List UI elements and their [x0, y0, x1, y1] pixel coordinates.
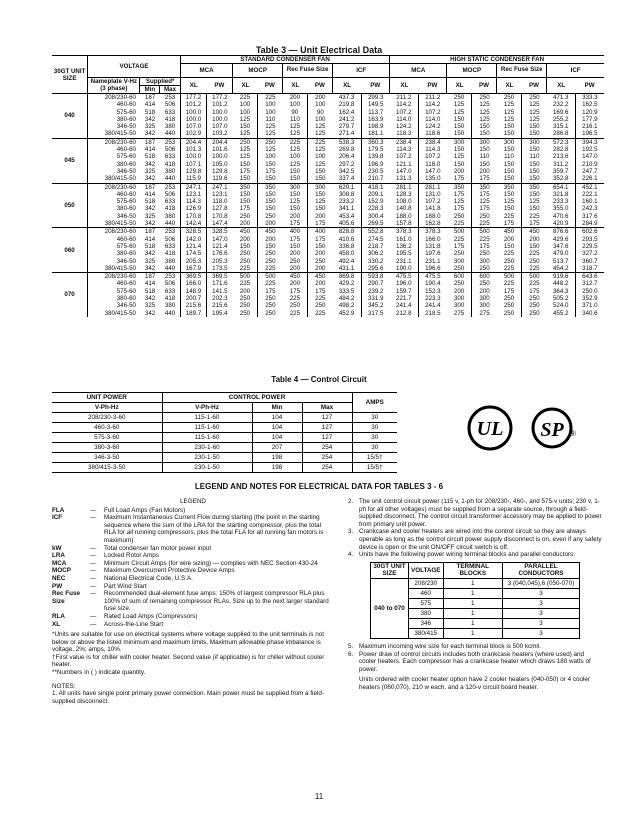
- table-row: [371, 578, 580, 588]
- terminal-blocks-header: TERMINAL BLOCKS: [443, 562, 502, 578]
- table-cell: 300 150 125 150 200 175: [447, 138, 472, 183]
- table-cell: 230-1-50: [162, 463, 252, 473]
- table-cell: 238.4 114.3 107.2 121.1 147.0 131.3: [390, 138, 419, 183]
- table-cell: 208/230-60 460-60 575-60 380-60 346-50 380/415-50: [88, 94, 140, 139]
- table-cell: 208/230-60 460-60 575-60 380-60 346-50 380/415-50: [88, 273, 140, 317]
- table-cell: 378.3 166.0 131.8 197.6 231.1 196.6: [418, 228, 447, 273]
- table-cell: 300 150 110 150 150 150: [497, 138, 522, 183]
- table-cell: 250 125 125 150 150 150: [447, 94, 472, 139]
- table-cell: 328.5 142.0 121.4 174.5 205.3 167.9: [180, 228, 206, 273]
- table-cell: 500 225 175 250 250 250: [258, 273, 283, 317]
- svg-text:®: ®: [570, 429, 576, 438]
- table-cell: 211.2 114.2 107.2 114.0 124.2 118.3: [390, 94, 419, 139]
- table4-control-circuit: [52, 392, 397, 473]
- pw-header: PW: [258, 78, 283, 94]
- table-cell: 828.8 410.6 336.8 458.0 492.4 431.1: [333, 228, 362, 273]
- v-ph-hz-header: V-Ph-Hz: [162, 403, 252, 413]
- table-row: [52, 433, 397, 443]
- table-cell: 500 225 175 250 300 250: [472, 228, 497, 273]
- table-cell: 346: [409, 618, 444, 628]
- table-cell: 281.1 128.3 108.0 140.8 188.0 157.8: [390, 183, 419, 228]
- table-cell: 204.4 101.6 100.0 105.0 129.8 119.6: [207, 138, 233, 183]
- footnote: *Units are suitable for use on electrical systems where voltage supplied to the unit terminals is not below or above the listed minimum and maximum limits. Maximum allowable phase imbalance is voltage, 2%; amps, 10%.: [52, 631, 324, 654]
- unit-power-header: UNIT POWER: [52, 393, 162, 403]
- table-cell: 538.3 269.8 206.4 297.2 342.5 337.4: [333, 138, 362, 183]
- xl-header: XL: [497, 78, 522, 94]
- table-cell: 115-1-60: [162, 413, 252, 423]
- table-cell: 208/230-60 460-60 575-60 380-60 346-50 380/415-50: [88, 138, 140, 183]
- table-cell: 654.1 321.8 233.3 355.0 470.6 420.9: [547, 183, 576, 228]
- notes-right-column: [348, 498, 602, 692]
- table-cell: 1: [443, 628, 502, 638]
- table-cell: 360.3 179.5 139.8 196.9 230.5 210.7: [361, 138, 390, 183]
- legend-item: FLA — Full Load Amps (Fan Motors): [52, 506, 186, 514]
- pw-header: PW: [418, 78, 447, 94]
- table-cell: 15/5†: [352, 453, 397, 463]
- table-cell: 350 150 125 150 225 175: [497, 183, 522, 228]
- table-cell: 876.6 429.6 347.6 479.0 513.7 454.2: [547, 228, 576, 273]
- table-cell: 620.1 308.8 233.2 341.1 453.4 405.6: [333, 183, 362, 228]
- unit-size-header: 30GT UNIT SIZE: [371, 562, 409, 578]
- table-cell: 380: [409, 608, 444, 618]
- table-cell: 300 150 125 150 200 175: [283, 183, 308, 228]
- mca-header: MCA: [180, 64, 232, 78]
- rec-fuse-header-hs: Rec Fuse Size: [497, 64, 547, 78]
- unit-size-cell: 045: [52, 138, 88, 183]
- table-row: [52, 463, 397, 473]
- unit-size-group: [52, 138, 604, 183]
- unit-size-group: [52, 183, 604, 228]
- legend-item: XL — Across-the-Line Start: [52, 620, 164, 628]
- footnote: †First value is for chiller with cooler heater. Second value (if applicable) is for chiller without cooler heater.: [52, 653, 325, 669]
- table-cell: 30: [352, 443, 397, 453]
- table-cell: 115-1-60: [162, 433, 252, 443]
- table-cell: 225 125 100 125 150 150: [283, 138, 308, 183]
- pw-header: PW: [575, 78, 604, 94]
- table-cell: 378.3 161.0 136.2 195.5 231.1 190.0: [390, 228, 419, 273]
- table-cell: 225 100 100 125 150 125: [233, 94, 258, 139]
- rec-fuse-header: Rec Fuse Size: [283, 64, 333, 78]
- table-cell: 450 200 150 250 250 225: [233, 228, 258, 273]
- table-cell: 471.3 232.2 169.6 255.2 315.1 286.8: [547, 94, 576, 139]
- table-cell: 198: [252, 463, 302, 473]
- note-5: 5. Maximum incoming wire size for each terminal block is 500 kcmil.: [348, 642, 541, 650]
- table-cell: 187 414 518 342 325 342: [140, 183, 160, 228]
- table-cell: 254: [302, 463, 352, 473]
- table-cell: 418.1 209.1 152.9 228.3 300.4 269.5: [361, 183, 390, 228]
- legend-list: [52, 507, 334, 629]
- table-cell: 247.1 123.1 118.0 127.8 170.8 147.4: [207, 183, 233, 228]
- table-cell: 380/415-3-50: [52, 463, 162, 473]
- table-cell: 500 225 175 250 250 250: [497, 273, 522, 317]
- legend-title: LEGEND AND NOTES FOR ELECTRICAL DATA FOR TABLES 3 - 6: [194, 482, 444, 491]
- table-cell: 253 506 633 418 380 440: [160, 228, 180, 273]
- note-4: 4. Units have the following power wiring terminal blocks and parallel conductors:: [348, 551, 575, 559]
- table4-title: Table 4 — Control Circuit: [271, 375, 367, 384]
- table-cell: 400 175 150 200 250 200: [283, 228, 308, 273]
- table-cell: 207: [252, 443, 302, 453]
- table-cell: 350 175 125 175 250 225: [472, 183, 497, 228]
- table-row: [52, 453, 397, 463]
- xl-header: XL: [333, 78, 362, 94]
- table-cell: 437.3 219.8 162.4 241.2 279.7 271.4: [333, 94, 362, 139]
- table-cell: 450 200 175 225 250 225: [283, 273, 308, 317]
- table-cell: 230-1-50: [162, 453, 252, 463]
- svg-text:UL: UL: [476, 418, 504, 440]
- table-cell: 225 125 100 125 150 150: [308, 138, 333, 183]
- table-cell: 187 414 518 342 325 342: [140, 273, 160, 317]
- legend-item: LRA — Locked Rotor Amps: [52, 552, 159, 560]
- note-2: 2. The unit control circuit power (115 v, 1-ph for 208/230-, 460-, and 575-v units; 230 v, 1-ph for all other voltages) must be supplied from a separate source, through a field-supplied disconnect. The control circuit transformer accessory may be applied to power from primary unit power.: [348, 498, 602, 528]
- table3-body: [52, 94, 604, 317]
- table-cell: 869.8 429.2 333.5 484.2 498.2 452.9: [333, 273, 362, 317]
- unit-size-group: [52, 94, 604, 139]
- table-cell: 104: [252, 423, 302, 433]
- table-cell: 450 200 150 225 250 225: [497, 228, 522, 273]
- table-cell: 177.2 101.2 100.0 100.0 107.0 102.9: [180, 94, 206, 139]
- table-cell: 104: [252, 433, 302, 443]
- xl-header: XL: [390, 78, 419, 94]
- table-cell: 300 150 110 150 200 175: [472, 138, 497, 183]
- table-cell: 575-3-60: [52, 433, 162, 443]
- icf-header-hs: ICF: [547, 64, 604, 78]
- table-cell: 400 175 150 200 250 200: [308, 228, 333, 273]
- voltage-header: VOLTAGE: [88, 56, 181, 78]
- v-ph-hz-header: V-Ph-Hz: [52, 403, 162, 413]
- ul-logo: [466, 404, 514, 452]
- table-cell: 250 125 125 150 175 150: [233, 138, 258, 183]
- note-6: 6. Power draw of control circuits includes both crankcase heaters (where used) and cooler heaters. Each compressor has a crankcase heater which draws 180 watts of power.: [348, 650, 591, 673]
- supplied-header: Supplied* Min Max: [140, 78, 180, 94]
- table-cell: 602.6 293.5 229.5 327.2 360.7 318.7: [575, 228, 604, 273]
- table-cell: 460-3-60: [52, 423, 162, 433]
- note-3: 3. Crankcase and cooler heaters are wired into the control circuit so they are always operable as long as the control circuit power supply disconnect is on, even if any safety device is open or the unit ON/OFF circuit switch is off.: [348, 528, 602, 551]
- table-cell: 250 125 125 125 150 150: [497, 94, 522, 139]
- table-cell: 1: [443, 608, 502, 618]
- table-cell: 500 225 175 250 300 250: [447, 228, 472, 273]
- table-cell: 346-3-50: [52, 453, 162, 463]
- unit-size-group: [52, 228, 604, 273]
- footnote: **Numbers in ( ) indicate quantity.: [52, 669, 146, 677]
- unit-size-cell: 060: [52, 228, 88, 273]
- table-cell: 3: [502, 628, 579, 638]
- table-cell: 643.6 312.7 250.0 352.9 371.0 340.6: [575, 273, 604, 317]
- table-cell: 333.3 162.5 120.9 177.9 216.1 196.5: [575, 94, 604, 139]
- table-cell: 208/230: [409, 578, 444, 588]
- table-cell: 380-3-60: [52, 443, 162, 453]
- table-cell: 450 200 175 225 250 225: [308, 273, 333, 317]
- table-cell: 198: [252, 453, 302, 463]
- legend-item: kW — Total condenser fan motor power input: [52, 544, 212, 552]
- note-1: 1. All units have single point primary power connection. Main power must be supplied from a field-supplied disconnect.: [52, 690, 324, 705]
- control-power-header: CONTROL POWER: [162, 393, 352, 403]
- table-cell: 3 (040,045),6 (050-070): [502, 578, 579, 588]
- table-cell: 919.6 448.2 364.3 505.2 524.0 455.2: [547, 273, 576, 317]
- table-cell: 281.1 131.0 107.2 141.8 188.0 162.8: [418, 183, 447, 228]
- table-cell: 254: [302, 443, 352, 453]
- table4-body: [52, 413, 397, 473]
- pw-header: PW: [522, 78, 547, 94]
- table-row: [52, 443, 397, 453]
- table-cell: 394.3 192.5 147.0 210.9 247.7 226.1: [575, 138, 604, 183]
- table-cell: 250 125 100 150 175 150: [258, 138, 283, 183]
- legend-item: RLA — Rated Load Amps (Compressors): [52, 612, 198, 620]
- table-cell: 187 414 518 342 325 342: [140, 228, 160, 273]
- table3-unit-electrical-data: [52, 55, 604, 317]
- table-cell: 593.8 290.7 239.2 331.9 345.2 317.5: [361, 273, 390, 317]
- csa-logo: [530, 406, 578, 450]
- notes-label: NOTES:: [52, 682, 76, 690]
- note-6-continued: Units ordered with cooler heater option have 2 cooler heaters (040-050) or 4 cooler heaters (060,070), 210 w each, and a 120-v circuit board heater.: [359, 676, 591, 691]
- min-header: Min: [252, 403, 302, 413]
- xl-header: XL: [283, 78, 308, 94]
- table-cell: 328.5 147.0 121.4 176.6 205.3 173.5: [207, 228, 233, 273]
- table-cell: 460: [409, 588, 444, 598]
- nameplate-header: Nameplate V-Hz (3 phase): [88, 78, 140, 94]
- table-cell: 369.5 171.6 141.5 202.3 215.6 195.4: [207, 273, 233, 317]
- table-cell: 187 414 518 342 325 342: [140, 138, 160, 183]
- table-cell: 200 100 90 110 125 125: [283, 94, 308, 139]
- table-cell: 30: [352, 433, 397, 443]
- table-cell: 299.3 149.5 113.7 163.9 198.9 181.1: [361, 94, 390, 139]
- table-cell: 1: [443, 588, 502, 598]
- table-cell: 475.5 190.4 152.3 223.3 241.4 218.5: [418, 273, 447, 317]
- table-cell: 600 250 200 300 300 275: [472, 273, 497, 317]
- legend-item: NEC — National Electrical Code, U.S.A.: [52, 574, 193, 582]
- table-cell: 575: [409, 598, 444, 608]
- max-header: Max: [302, 403, 352, 413]
- pw-header: PW: [472, 78, 497, 94]
- table-cell: 350 150 150 175 250 200: [233, 183, 258, 228]
- table-cell: 1: [443, 578, 502, 588]
- table-cell: 452.1 222.1 160.1 242.3 317.6 284.9: [575, 183, 604, 228]
- table-cell: 380/415: [409, 628, 444, 638]
- table3-title: Table 3 — Unit Electrical Data: [255, 45, 383, 55]
- table-cell: 127: [302, 423, 352, 433]
- table-cell: 1: [443, 598, 502, 608]
- table-row: [52, 423, 397, 433]
- table-cell: 450 200 150 250 250 225: [258, 228, 283, 273]
- unit-size-cell: 050: [52, 183, 88, 228]
- table-cell: 200 100 90 100 125 125: [308, 94, 333, 139]
- table-cell: 211.2 114.2 107.2 114.0 124.2 118.6: [418, 94, 447, 139]
- table-cell: 350 150 125 150 225 175: [522, 183, 547, 228]
- legend-section: [52, 498, 334, 705]
- table-cell: 350 175 125 175 250 225: [447, 183, 472, 228]
- table-cell: 247.1 123.1 114.3 126.9 170.8 142.4: [180, 183, 206, 228]
- table-cell: 3: [502, 598, 579, 608]
- table-cell: 300 150 110 150 150 150: [522, 138, 547, 183]
- parallel-conductors-header: PARALLEL CONDUCTORS: [502, 562, 579, 578]
- table-cell: 350 150 150 150 250 200: [258, 183, 283, 228]
- table-cell: 225 100 100 110 125 125: [258, 94, 283, 139]
- page-number: 11: [314, 792, 324, 801]
- xl-header: XL: [180, 78, 206, 94]
- legend-heading: LEGEND: [180, 498, 206, 505]
- mca-header-hs: MCA: [390, 64, 447, 78]
- table-cell: 230-1-60: [162, 443, 252, 453]
- standard-fan-header: STANDARD CONDENSER FAN: [180, 56, 389, 64]
- table-cell: 238.4 114.3 107.2 118.0 147.0 135.0: [418, 138, 447, 183]
- mocp-header-hs: MOCP: [447, 64, 497, 78]
- table-cell: 253 506 633 418 380 440: [160, 183, 180, 228]
- table-cell: 208/230-60 460-60 575-60 380-60 346-50 380/415-50: [88, 228, 140, 273]
- table-cell: 104: [252, 413, 302, 423]
- pw-header: PW: [361, 78, 390, 94]
- table-cell: 208/230-3-60: [52, 413, 162, 423]
- table-cell: 208/230-60 460-60 575-60 380-60 346-50 380/415-50: [88, 183, 140, 228]
- xl-header: XL: [447, 78, 472, 94]
- legend-item: PW — Part Wind Start: [52, 582, 147, 590]
- unit-size-cell: 040 to 070: [371, 578, 409, 638]
- unit-size-cell: 040: [52, 94, 88, 139]
- table-cell: 115-1-60: [162, 423, 252, 433]
- table-cell: 600 250 200 300 300 275: [447, 273, 472, 317]
- table-cell: 253 506 633 418 380 440: [160, 273, 180, 317]
- table-cell: 3: [502, 588, 579, 598]
- table-cell: 127: [302, 433, 352, 443]
- table-cell: 250 125 125 125 150 150: [522, 94, 547, 139]
- table-cell: 177.2 101.2 100.0 100.0 107.0 103.2: [207, 94, 233, 139]
- voltage-header: VOLTAGE: [409, 562, 444, 578]
- legend-item: ICF — Maximum Instantaneous Current Flow during starting (the point in the starting sequence where the sum of the LRA for the starting compressor, plus the total RLA for all running compressors, plus the total FLA for all running fan motors is maximum): [52, 514, 324, 544]
- table-cell: 253 506 633 418 380 440: [160, 138, 180, 183]
- pw-header: PW: [207, 78, 233, 94]
- table-cell: 30: [352, 413, 397, 423]
- unit-size-cell: 070: [52, 273, 88, 317]
- table-cell: 204.4 101.3 100.0 107.1 129.8 115.9: [180, 138, 206, 183]
- table-cell: 572.3 282.8 213.6 311.2 359.7 352.8: [547, 138, 576, 183]
- table-cell: 500 225 175 250 250 250: [522, 273, 547, 317]
- legend-item: Rec Fuse Size — Recommended dual-element fuse amps: 150% of largest compressor RLA plus 100% of sum of remaining compressor RLAs. Size up to the next larger standard fuse size.: [52, 590, 329, 613]
- amps-header: AMPS: [352, 393, 397, 413]
- table-cell: 30: [352, 423, 397, 433]
- table-cell: 254: [302, 453, 352, 463]
- unit-size-group: [52, 273, 604, 317]
- table-cell: 475.5 196.0 159.7 221.7 241.4 212.8: [390, 273, 419, 317]
- table-cell: 552.8 274.5 218.7 306.2 330.2 295.6: [361, 228, 390, 273]
- table-cell: 127: [302, 413, 352, 423]
- table-cell: 3: [502, 618, 579, 628]
- mocp-header: MOCP: [233, 64, 283, 78]
- table-cell: 187 414 518 342 325 342: [140, 94, 160, 139]
- table-cell: 15/5†: [352, 463, 397, 473]
- legend-item: MCA — Minimum Circuit Amps (for wire sizing) — complies with NEC Section 430-24: [52, 559, 318, 567]
- legend-item: MOCP — Maximum Overcurrent Protective Device Amps: [52, 567, 235, 575]
- xl-header: XL: [547, 78, 576, 94]
- svg-text:SP: SP: [540, 419, 564, 441]
- xl-header: XL: [233, 78, 258, 94]
- table-cell: 250 125 125 125 150 150: [472, 94, 497, 139]
- table-cell: 3: [502, 608, 579, 618]
- table-cell: 253 506 633 418 380 440: [160, 94, 180, 139]
- pw-header: PW: [308, 78, 333, 94]
- high-static-fan-header: HIGH STATIC CONDENSER FAN: [390, 56, 604, 64]
- footnotes: [52, 631, 334, 677]
- terminal-block-table: [370, 562, 580, 639]
- table-row: [52, 413, 397, 423]
- table-cell: 1: [443, 618, 502, 628]
- table-cell: 300 150 125 150 200 175: [308, 183, 333, 228]
- table-cell: 450 200 150 225 250 225: [522, 228, 547, 273]
- unit-size-header: 30GT UNIT SIZE: [52, 56, 88, 94]
- icf-header: ICF: [333, 64, 390, 78]
- table-cell: 369.5 166.0 148.9 200.7 215.6 189.7: [180, 273, 206, 317]
- table-cell: 500 225 200 250 250 250: [233, 273, 258, 317]
